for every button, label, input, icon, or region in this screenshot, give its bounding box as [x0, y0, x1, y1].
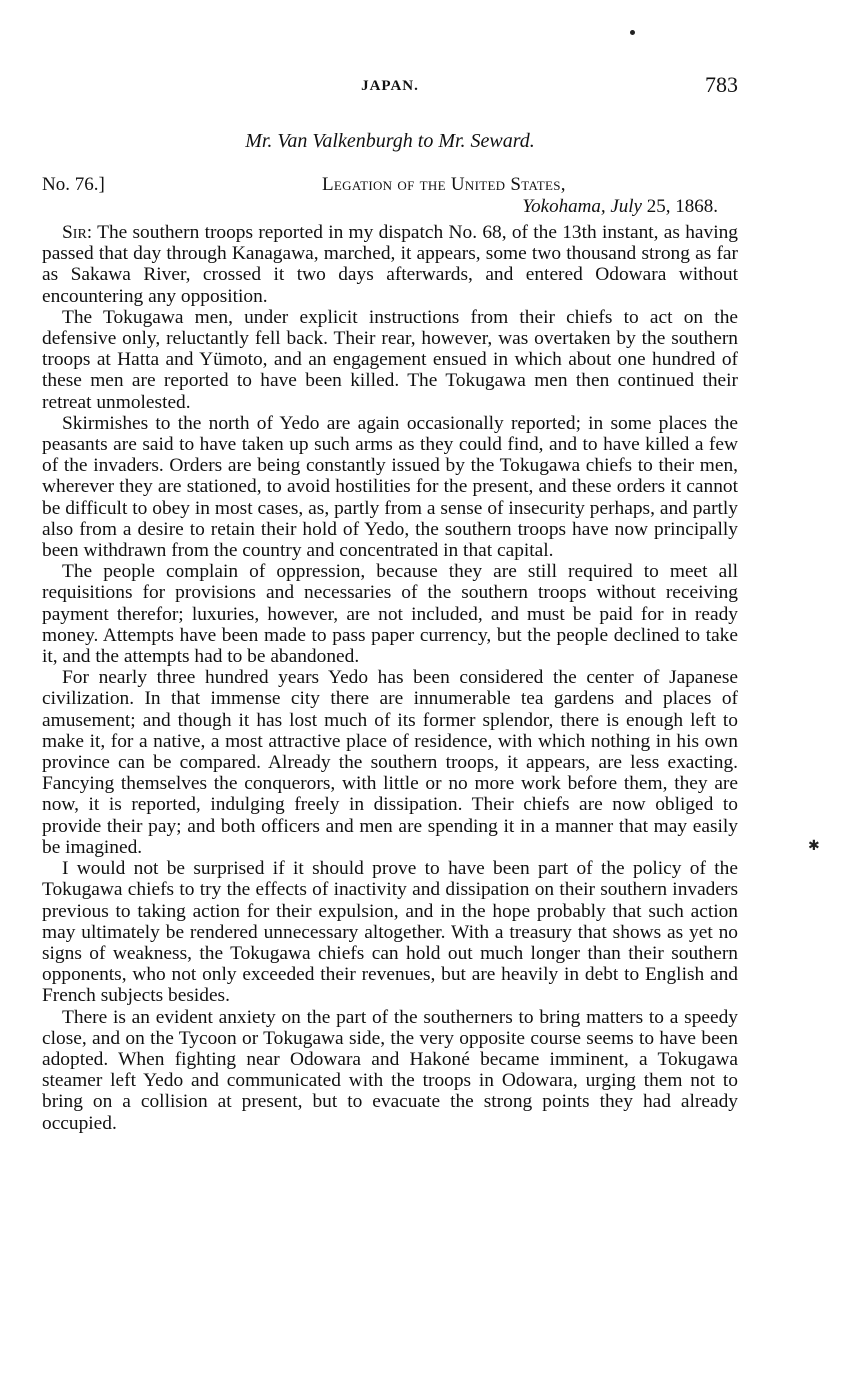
paragraph-5: For nearly three hundred years Yedo has been considered the center of Japanese civilization. In that immense city there are innumerable tea gardens and places of amusement; and though it has lost much of its former splendor, there is enough left to make it, for a native, a most attractive place of residence, with which nothing in his own province can be compared. Already the southern troops, it appears, are less exacting. Fancying themselves the conquerors, with little or no more work before them, they are now, it is reported, indulging freely in dissipation. Their chiefs are now obliged to provide their pay; and both officers and men are spending it in a manner that may easily be imagined. — [42, 667, 738, 858]
paragraph-7: There is an evident anxiety on the part of the southerners to bring matters to a speedy close, and on the Tycoon or Tokugawa side, the very opposite course seems to have been adopted. When fighting near Odowara and Hakoné became imminent, a Tokugawa steamer left Yedo and communicated with the troops in Odowara, urging them not to bring on a collision at present, but to evacuate the strong points they had already occupied. — [42, 1006, 738, 1134]
date-month: July — [610, 196, 642, 217]
dispatch-number: No. 76.] — [42, 174, 105, 195]
letter-body — [42, 222, 738, 1134]
legation-name: Legation of the United States, — [322, 174, 566, 195]
paragraph-2: The Tokugawa men, under explicit instructions from their chiefs to act on the defensive only, reluctantly fell back. Their rear, however, was overtaken by the southern troops at Hatta and Yümoto, and an engagement ensued in which about one hundred of these men are reported to have been killed. The Tokugawa men then continued their retreat unmolested. — [42, 306, 738, 413]
paragraph-text: The southern troops reported in my dispatch No. 68, of the 13th instant, as having passed that day through Kanagawa, marched, it appears, some two thousand strong as far as Sakawa River, crossed it two days afterwards, and entered Odowara without encountering any opposition. — [42, 222, 738, 307]
page-number: 783 — [705, 72, 738, 97]
paragraph-4: The people complain of oppression, because they are still required to meet all requisitions for provisions and necessaries of the southern troops without receiving payment therefor; luxuries, however, are not included, and must be paid for in ready money. Attempts have been made to pass paper currency, but the people declined to take it, and the attempts had to be abandoned. — [42, 561, 738, 668]
running-head — [42, 72, 738, 100]
salutation: Sir: — [62, 222, 93, 243]
ink-speck — [630, 30, 635, 35]
dateline — [42, 174, 738, 224]
place: Yokohama, — [522, 196, 606, 217]
paragraph-1 — [42, 222, 738, 307]
paragraph-3: Skirmishes to the north of Yedo are again occasionally reported; in some places the peasants are said to have taken up such arms as they could find, and to have killed a few of the invaders. Orders are being constantly issued by the Tokugawa chiefs to their men, wherever they are stationed, to avoid hostilities for the present, and these orders it cannot be difficult to obey in most cases, as, partly from a sense of insecurity perhaps, and partly also from a desire to retain their hold of Yedo, the southern troops have now principally been withdrawn from the country and concentrated in that capital. — [42, 412, 738, 562]
date: 25, 1868. — [646, 196, 718, 217]
letter-heading: Mr. Van Valkenburgh to Mr. Seward. — [245, 130, 535, 152]
paragraph-6: I would not be surprised if it should prove to have been part of the policy of the Tokugawa chiefs to try the effects of inactivity and dissipation on their southern invaders previous to taking action for their expulsion, and in the hope probably that such action may ultimately be rendered unnecessary altogether. With a treasury that shows as yet no signs of weakness, the Tokugawa chiefs can hold out much longer than their southern opponents, who not only exceeded their revenues, but are heavily in debt to English and French subjects besides. — [42, 858, 738, 1007]
margin-mark-icon: ✱ — [808, 838, 820, 854]
place-date — [522, 196, 718, 218]
running-title: JAPAN. — [361, 78, 419, 94]
